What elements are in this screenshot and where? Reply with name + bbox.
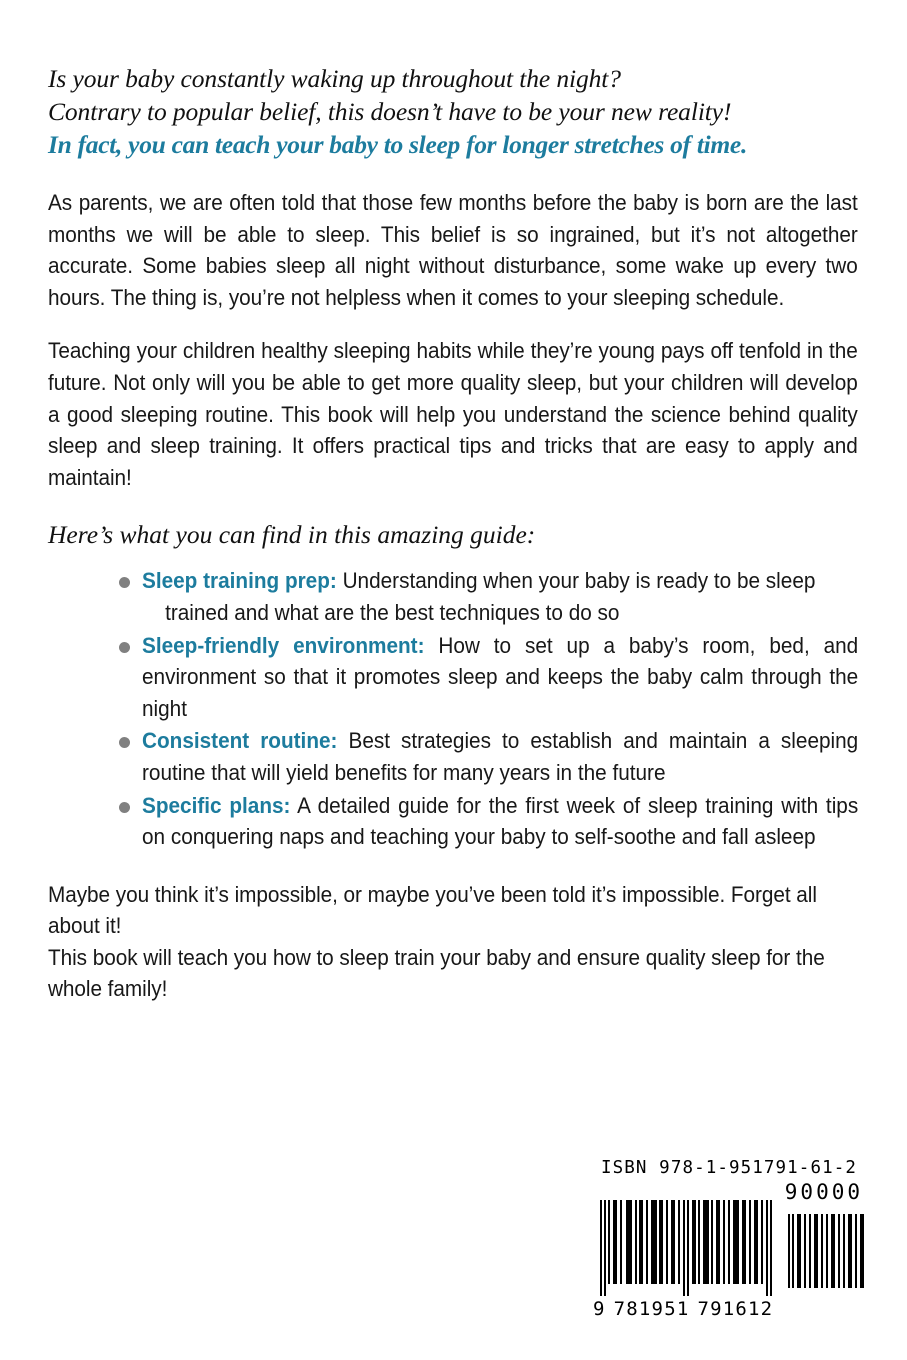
closing-block	[48, 879, 858, 1005]
bullet-dot-icon	[119, 802, 130, 813]
hook-line-1: Is your baby constantly waking up throughout the night?	[48, 64, 621, 93]
price-code-text: 90000	[784, 1180, 863, 1204]
bullet-body-2: How to set up a baby’s room, bed, and environment so that it promotes sleep and keeps the baby calm through the night	[142, 632, 859, 721]
ean-left-group: 781951	[613, 1298, 690, 1320]
bullet-text-3	[142, 725, 858, 788]
bullet-body-1b: trained and what are the best techniques to do so	[165, 599, 620, 625]
bullet-text-2	[142, 630, 858, 725]
ean-lead-digit: 9	[593, 1298, 606, 1320]
barcode-graphics	[593, 1200, 865, 1320]
bullet-gap-1	[142, 600, 165, 625]
bullet-dot-icon	[119, 642, 130, 653]
ean5-addon-barcode-image	[787, 1214, 865, 1288]
bullet-dot-icon	[119, 577, 130, 588]
hook-line-2: Contrary to popular belief, this doesn’t have to be your new reality!	[48, 97, 732, 126]
body-paragraph-2: Teaching your children healthy sleeping habits while they’re young pays off tenfold in the future. Not only will you be able to get more quality sleep, but your children will develop a good sleeping routine. This book will help you understand the science behind quality sleep and sleep training. It offers practical tips and tricks that are easy to apply and maintain!	[48, 338, 858, 490]
bullet-text-1	[142, 565, 858, 628]
isbn-barcode-block	[593, 1158, 865, 1320]
bullet-body-3: Best strategies to establish and maintain a sleeping routine that will yield benefits for many years in the future	[142, 728, 859, 785]
bullet-label-2: Sleep-friendly environment:	[142, 632, 425, 658]
hook-lines	[48, 62, 858, 161]
ean-right-group: 791612	[697, 1298, 774, 1320]
list-item	[48, 630, 858, 725]
ean13-barcode-image	[597, 1200, 775, 1296]
list-item	[48, 565, 858, 628]
closing-paragraph-2: This book will teach you how to sleep train your baby and ensure quality sleep for the whole family!	[48, 944, 825, 1002]
bullet-body-1a: Understanding when your baby is ready to be sleep	[336, 568, 816, 594]
hook-line-3-accent: In fact, you can teach your baby to sleep for longer stretches of time.	[48, 130, 748, 159]
features-subheading: Here’s what you can find in this amazing guide:	[48, 520, 536, 550]
closing-paragraph-1: Maybe you think it’s impossible, or maybe you’ve been told it’s impossible. Forget all about it!	[48, 881, 817, 939]
bullet-dot-icon	[119, 737, 130, 748]
bullet-label-4: Specific plans:	[142, 792, 291, 818]
list-item	[48, 790, 858, 853]
bullet-text-4	[142, 790, 858, 853]
bullet-label-3: Consistent routine:	[142, 728, 338, 754]
list-item	[48, 725, 858, 788]
features-list	[48, 565, 858, 852]
bullet-label-1: Sleep training prep:	[142, 568, 337, 594]
bullet-body-4: A detailed guide for the first week of sleep training with tips on conquering naps and teaching your baby to self-soothe and fall asleep	[142, 792, 859, 850]
isbn-number-text: ISBN 978-1-951791-61-2	[601, 1158, 857, 1178]
ean13-digits-text	[593, 1298, 783, 1320]
body-paragraph-1: As parents, we are often told that those few months before the baby is born are the last months we will be able to sleep. This belief is so ingrained, but it’s not altogether accurate. Some babies sleep all night without disturbance, some wake up every two hours. The thing is, you’re not helpless when it comes to your sleeping schedule.	[48, 190, 858, 310]
cover-content	[48, 62, 858, 1005]
